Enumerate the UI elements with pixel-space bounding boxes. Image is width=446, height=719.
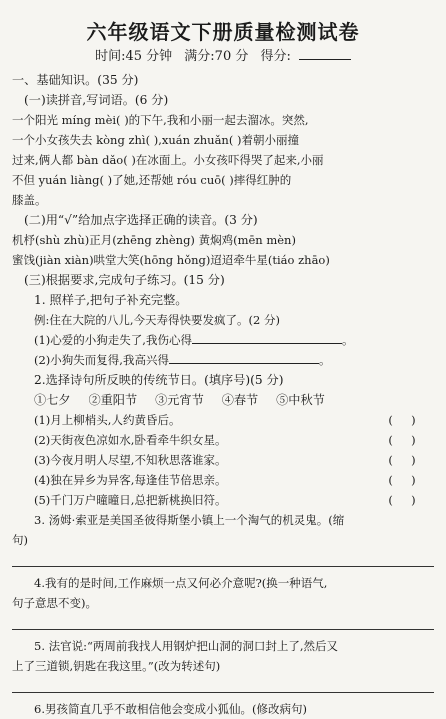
poem-text: (1)月上柳梢头,人约黄昏后。 <box>34 413 181 427</box>
poem-row <box>12 490 434 510</box>
q1-item-b: (2)小狗失而复得,我高兴得 。 <box>34 353 331 367</box>
exam-title: 六年级语文下册质量检测试卷 <box>86 20 360 44</box>
pronunciation-line: 蜜饯(jiàn xiàn)哄堂大笑(hōng hǒng)迢迢牵牛星(tiáo zhāo) <box>12 253 330 267</box>
poem-answer[interactable]: ( ) <box>388 433 416 447</box>
q1-b-blank[interactable] <box>169 363 319 364</box>
festival-option: ⑤中秋节 <box>276 393 325 407</box>
passage-line: 膝盖。 <box>12 193 47 207</box>
poem-answer[interactable]: ( ) <box>388 473 416 487</box>
q1-a-text: (1)心爱的小狗走失了,我伤心得 <box>34 333 192 347</box>
poem-answer[interactable]: ( ) <box>388 493 416 507</box>
poem-row <box>12 410 434 430</box>
part1-passage <box>12 110 434 210</box>
q5-answer-line[interactable] <box>12 678 434 693</box>
q1-title: 1. 照样子,把句子补充完整。 <box>34 293 188 307</box>
poem-answer[interactable]: ( ) <box>388 453 416 467</box>
festival-option: ③元宵节 <box>155 393 204 407</box>
festival-option: ②重阳节 <box>88 393 138 407</box>
q4-text-cont: 句子意思不变)。 <box>12 596 97 610</box>
time-label: 时间:45 分钟 <box>95 49 173 64</box>
q3-text: 3. 汤姆·索亚是美国圣彼得斯堡小镇上一个淘气的机灵鬼。(缩 <box>34 513 345 527</box>
q5-text-cont: 上了三道锁,钥匙在我这里。”(改为转述句) <box>12 659 221 673</box>
poem-row <box>12 470 434 490</box>
pronunciation-line: 机杼(shù zhù)正月(zhēng zhèng) 黄焖鸡(mēn mèn) <box>12 233 296 247</box>
q1-example: 例:住在大院的八儿,今天寿得快要发疯了。(2 分) <box>34 313 280 327</box>
q3-answer-line[interactable] <box>12 552 434 567</box>
q1-b-text: (2)小狗失而复得,我高兴得 <box>34 353 169 367</box>
poem-text: (4)独在异乡为异客,每逢佳节倍思亲。 <box>34 473 227 487</box>
poem-text: (5)千门万户曈曈日,总把新桃换旧符。 <box>34 493 227 507</box>
festival-option: ④春节 <box>221 393 259 407</box>
passage-line: 过来,俩人都 bàn dǎo( )在冰面上。小女孩吓得哭了起来,小丽 <box>12 153 324 167</box>
poem-row <box>12 430 434 450</box>
poem-text: (2)天街夜色凉如水,卧看牵牛织女星。 <box>34 433 227 447</box>
q2-title: 2.选择诗句所反映的传统节日。(填序号)(5 分) <box>34 373 284 387</box>
festival-option: ①七夕 <box>34 393 71 407</box>
poem-text: (3)今夜月明人尽望,不知秋思落谁家。 <box>34 453 227 467</box>
q6-text: 6.男孩简直几乎不敢相信他会变成小狐仙。(修改病句) <box>34 702 307 716</box>
q1-a-blank[interactable] <box>192 343 342 344</box>
q4-text: 4.我有的是时间,工作麻烦一点又何必介意呢?(换一种语气, <box>34 576 328 590</box>
part2-title: (二)用“√”给加点字选择正确的读音。(3 分) <box>24 213 258 227</box>
poem-row <box>12 450 434 470</box>
part3-title: (三)根据要求,完成句子练习。(15 分) <box>24 273 225 287</box>
passage-line: 一个小女孩失去 kòng zhì( ),xuán zhuǎn( )着朝小丽撞 <box>12 133 299 147</box>
poem-answer[interactable]: ( ) <box>388 413 416 427</box>
score-blank[interactable] <box>299 59 351 60</box>
q4-answer-line[interactable] <box>12 615 434 630</box>
q5-text: 5. 法官说:“两周前我找人用钢炉把山洞的洞口封上了,然后又 <box>34 639 339 653</box>
score-label: 得分: <box>260 49 291 64</box>
section1-title: 一、基础知识。(35 分) <box>12 73 139 87</box>
part1-title: (一)读拼音,写词语。(6 分) <box>24 93 169 107</box>
q1-item-a: (1)心爱的小狗走失了,我伤心得 。 <box>34 333 354 347</box>
passage-line: 一个阳光 míng mèi( )的下午,我和小丽一起去溜冰。突然, <box>12 113 309 127</box>
exam-meta <box>12 46 434 68</box>
passage-line: 不但 yuán liàng( )了她,还帮她 róu cuō( )摔得红肿的 <box>12 173 292 187</box>
q3-text-cont: 句) <box>12 533 28 547</box>
festival-options <box>12 390 434 410</box>
full-score-label: 满分:70 分 <box>184 49 249 64</box>
